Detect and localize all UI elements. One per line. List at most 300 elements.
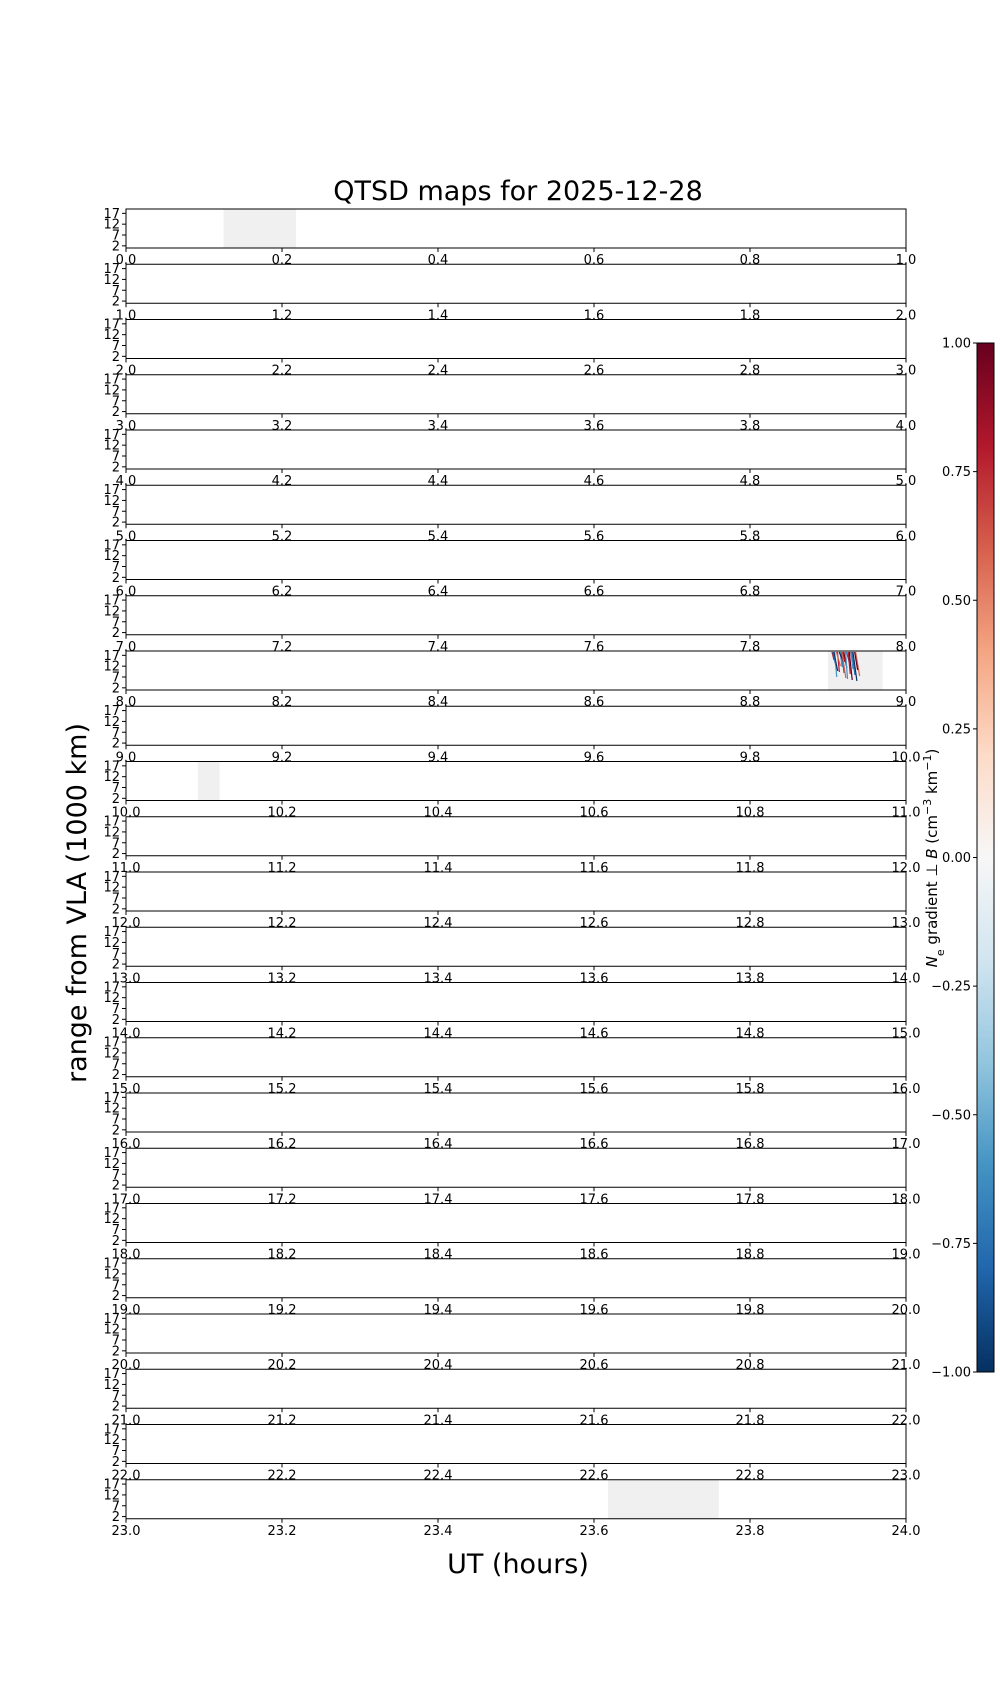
x-tick-label: 13.8 [735, 971, 765, 987]
y-tick-label: 12 [103, 1267, 120, 1283]
y-axis-label: range from VLA (1000 km) [62, 723, 93, 1083]
y-tick-label: 7 [111, 1112, 120, 1128]
panel-14 [103, 980, 920, 1041]
x-tick-label: 21.2 [267, 1413, 297, 1429]
panel-stack [103, 207, 920, 1539]
x-tick-label: 11.6 [579, 860, 609, 876]
panel-8 [103, 649, 916, 710]
x-tick-label: 12.6 [579, 916, 609, 931]
x-tick-label: 16.2 [267, 1137, 297, 1152]
panel-9 [103, 704, 920, 765]
panel-10 [103, 759, 920, 820]
x-tick-label: 21.6 [579, 1413, 609, 1429]
x-tick-label: 0.8 [739, 253, 761, 268]
data-span-0 [224, 209, 297, 248]
x-tick-label: 7.2 [271, 639, 293, 655]
panel-23 [103, 1478, 920, 1539]
y-tick-label: 12 [103, 1433, 120, 1449]
y-tick-label: 7 [111, 1057, 120, 1073]
panel-frame [126, 430, 906, 469]
panel-frame [126, 762, 906, 801]
y-tick-label: 7 [111, 1444, 120, 1459]
y-tick-label: 2 [111, 626, 120, 642]
panel-frame [126, 1425, 906, 1464]
y-tick-label: 7 [111, 670, 120, 686]
y-tick-label: 2 [111, 847, 120, 863]
panel-frame [126, 320, 906, 359]
panel-frame [126, 651, 906, 690]
panel-frame [126, 1259, 906, 1298]
y-tick-label: 17 [103, 483, 120, 499]
y-tick-label: 2 [111, 736, 120, 752]
y-tick-label: 17 [103, 980, 120, 996]
x-tick-label: 18.0 [111, 1247, 141, 1263]
colorbar-tick-label: 0.00 [942, 851, 971, 866]
x-tick-label: 11.0 [111, 860, 141, 876]
x-tick-label: 7.0 [115, 639, 137, 655]
x-tick-label: 14.6 [579, 1026, 609, 1042]
y-tick-label: 2 [111, 1399, 120, 1415]
x-tick-label: 20.8 [735, 1358, 765, 1373]
x-tick-label: 21.4 [423, 1413, 453, 1429]
panel-frame [126, 983, 906, 1022]
x-tick-label: 6.6 [583, 584, 605, 600]
y-tick-label: 7 [111, 781, 120, 796]
panel-1 [103, 262, 916, 323]
x-tick-label: 15.4 [423, 1081, 453, 1097]
panel-frame [126, 1148, 906, 1187]
y-tick-label: 12 [103, 328, 120, 344]
y-tick-label: 17 [103, 538, 120, 554]
y-tick-label: 2 [111, 294, 120, 310]
x-tick-label: 2.4 [427, 363, 449, 379]
y-tick-label: 12 [103, 770, 120, 786]
panel-frame [126, 596, 906, 635]
x-tick-label: 20.4 [423, 1358, 453, 1373]
x-tick-label: 6.0 [115, 584, 137, 600]
y-tick-label: 7 [111, 946, 120, 962]
y-tick-label: 12 [103, 935, 120, 951]
x-tick-label: 7.6 [583, 639, 605, 655]
colorbar-tick-label: 0.50 [942, 593, 971, 609]
y-tick-label: 7 [111, 228, 120, 244]
y-tick-label: 2 [111, 1344, 120, 1360]
x-tick-label: 1.0 [895, 253, 917, 268]
x-tick-label: 8.8 [739, 695, 761, 710]
y-tick-label: 17 [103, 1256, 120, 1272]
x-tick-label: 5.0 [115, 529, 137, 545]
y-tick-label: 17 [103, 925, 120, 941]
y-tick-label: 17 [103, 814, 120, 830]
x-tick-label: 16.4 [423, 1137, 453, 1152]
y-tick-label: 17 [103, 372, 120, 388]
y-tick-label: 7 [111, 615, 120, 631]
panel-12 [103, 870, 920, 931]
x-tick-label: 19.8 [735, 1302, 765, 1318]
x-tick-label: 5.0 [895, 474, 917, 489]
x-tick-label: 10.0 [111, 805, 141, 821]
x-tick-label: 14.8 [735, 1026, 765, 1042]
x-tick-label: 4.4 [427, 474, 449, 489]
x-tick-label: 17.4 [423, 1192, 453, 1208]
panel-20 [103, 1312, 920, 1373]
x-tick-label: 12.8 [735, 916, 765, 931]
x-tick-label: 14.4 [423, 1026, 453, 1042]
panel-frame [126, 817, 906, 856]
x-tick-label: 23.8 [735, 1523, 765, 1539]
x-tick-label: 1.6 [583, 308, 605, 324]
y-tick-label: 7 [111, 560, 120, 575]
panel-0 [103, 207, 916, 268]
y-tick-label: 17 [103, 1422, 120, 1438]
y-tick-label: 12 [103, 1488, 120, 1504]
panel-7 [103, 594, 916, 655]
y-tick-label: 12 [103, 217, 120, 233]
x-tick-label: 16.0 [111, 1137, 141, 1152]
panel-21 [103, 1367, 920, 1428]
y-tick-label: 2 [111, 1289, 120, 1305]
colorbar-tick-label: 1.00 [942, 336, 971, 352]
x-tick-label: 9.4 [427, 750, 449, 766]
x-tick-label: 23.0 [891, 1468, 921, 1484]
y-tick-label: 2 [111, 1454, 120, 1470]
y-tick-label: 12 [103, 1046, 120, 1062]
y-tick-label: 2 [111, 239, 120, 255]
x-tick-label: 0.0 [115, 253, 137, 268]
x-tick-label: 19.2 [267, 1302, 297, 1318]
x-tick-label: 18.2 [267, 1247, 297, 1263]
x-tick-label: 15.2 [267, 1081, 297, 1097]
panel-22 [103, 1422, 920, 1483]
y-tick-label: 2 [111, 791, 120, 807]
y-tick-label: 17 [103, 1477, 120, 1493]
x-tick-label: 9.0 [115, 750, 137, 766]
x-tick-label: 24.0 [891, 1523, 921, 1539]
x-tick-label: 18.4 [423, 1247, 453, 1263]
y-tick-label: 12 [103, 880, 120, 896]
x-tick-label: 17.0 [111, 1192, 141, 1208]
x-tick-label: 8.4 [427, 695, 449, 710]
y-tick-label: 7 [111, 339, 120, 354]
x-tick-label: 1.8 [739, 308, 761, 324]
x-tick-label: 15.0 [111, 1081, 141, 1097]
x-tick-label: 17.8 [735, 1192, 765, 1208]
panel-15 [103, 1036, 920, 1097]
y-tick-label: 17 [103, 1201, 120, 1217]
y-tick-label: 7 [111, 1333, 120, 1349]
y-tick-label: 12 [103, 383, 120, 399]
colorbar-label: $N_e$ gradient ⊥ B ($cm^{-3}$ $km^{-1}$) [920, 748, 947, 968]
x-tick-label: 1.0 [115, 308, 137, 324]
x-tick-label: 20.6 [579, 1358, 609, 1373]
x-tick-label: 4.0 [115, 474, 137, 489]
x-tick-label: 3.4 [427, 418, 449, 434]
colorbar-scale [977, 343, 994, 1372]
panel-frame [126, 927, 906, 966]
x-tick-label: 2.0 [115, 363, 137, 379]
y-tick-label: 2 [111, 349, 120, 365]
x-tick-label: 17.2 [267, 1192, 297, 1208]
panel-4 [103, 428, 916, 489]
x-tick-label: 4.6 [583, 474, 605, 489]
x-tick-label: 11.0 [891, 805, 921, 821]
x-tick-label: 17.6 [579, 1192, 609, 1208]
y-tick-label: 17 [103, 1090, 120, 1106]
panel-frame [126, 1314, 906, 1353]
y-tick-label: 7 [111, 1167, 120, 1183]
x-axis-label: UT (hours) [447, 1549, 589, 1580]
y-tick-label: 17 [103, 1146, 120, 1162]
x-tick-label: 13.4 [423, 971, 453, 987]
x-tick-label: 7.0 [895, 584, 917, 600]
x-tick-label: 4.2 [271, 474, 293, 489]
x-tick-label: 23.0 [111, 1523, 141, 1539]
x-tick-label: 19.0 [891, 1247, 921, 1263]
x-tick-label: 5.2 [271, 529, 293, 545]
colorbar-tick-label: −0.75 [931, 1236, 971, 1252]
x-tick-label: 9.0 [895, 695, 917, 710]
y-tick-label: 12 [103, 1377, 120, 1393]
y-tick-label: 17 [103, 1035, 120, 1051]
x-tick-label: 16.0 [891, 1081, 921, 1097]
x-tick-label: 1.4 [427, 308, 449, 324]
y-tick-label: 12 [103, 438, 120, 454]
x-tick-label: 4.0 [895, 418, 917, 434]
x-tick-label: 14.0 [891, 971, 921, 987]
x-tick-label: 10.0 [891, 750, 921, 766]
x-tick-label: 22.8 [735, 1468, 765, 1484]
panel-frame [126, 1204, 906, 1243]
y-tick-label: 2 [111, 681, 120, 697]
colorbar-tick-label: 0.75 [942, 465, 971, 481]
x-tick-label: 4.8 [739, 474, 761, 489]
y-tick-label: 17 [103, 869, 120, 885]
x-tick-label: 22.0 [111, 1468, 141, 1484]
x-tick-label: 3.2 [271, 418, 293, 434]
y-tick-label: 7 [111, 394, 120, 410]
y-tick-label: 12 [103, 825, 120, 841]
x-tick-label: 22.6 [579, 1468, 609, 1484]
panel-19 [103, 1257, 920, 1318]
x-tick-label: 7.8 [739, 639, 761, 655]
x-tick-label: 3.0 [895, 363, 917, 379]
y-tick-label: 2 [111, 1123, 120, 1139]
y-tick-label: 7 [111, 836, 120, 852]
y-tick-label: 12 [103, 1212, 120, 1228]
x-tick-label: 3.0 [115, 418, 137, 434]
x-tick-label: 20.0 [111, 1358, 141, 1373]
x-tick-label: 12.4 [423, 916, 453, 931]
x-tick-label: 16.8 [735, 1137, 765, 1152]
x-tick-label: 9.6 [583, 750, 605, 766]
y-tick-label: 2 [111, 570, 120, 586]
panel-frame [126, 541, 906, 580]
y-tick-label: 2 [111, 460, 120, 476]
panel-frame [126, 1480, 906, 1519]
y-tick-label: 2 [111, 1510, 120, 1526]
panel-frame [126, 1038, 906, 1077]
x-tick-label: 19.6 [579, 1302, 609, 1318]
x-tick-label: 10.6 [579, 805, 609, 821]
panel-17 [103, 1146, 920, 1207]
y-tick-label: 12 [103, 272, 120, 288]
panel-frame [126, 1093, 906, 1132]
colorbar-tick-label: −1.00 [931, 1365, 971, 1381]
x-tick-label: 22.4 [423, 1468, 453, 1484]
y-tick-label: 12 [103, 659, 120, 675]
data-span-0 [198, 762, 220, 801]
x-tick-label: 13.6 [579, 971, 609, 987]
x-tick-label: 1.2 [271, 308, 293, 324]
x-tick-label: 2.2 [271, 363, 293, 379]
x-tick-label: 13.2 [267, 971, 297, 987]
colorbar-tick-label: 0.25 [942, 722, 971, 738]
chart-title: QTSD maps for 2025-12-28 [333, 176, 703, 207]
x-tick-label: 11.8 [735, 860, 765, 876]
panel-5 [103, 483, 916, 544]
x-tick-label: 11.4 [423, 860, 453, 876]
x-tick-label: 22.2 [267, 1468, 297, 1484]
x-tick-label: 11.2 [267, 860, 297, 876]
x-tick-label: 14.0 [111, 1026, 141, 1042]
y-tick-label: 17 [103, 704, 120, 720]
y-tick-label: 7 [111, 1002, 120, 1017]
panel-18 [103, 1201, 920, 1262]
panel-frame [126, 706, 906, 745]
y-tick-label: 7 [111, 283, 120, 299]
y-tick-label: 7 [111, 1388, 120, 1404]
y-tick-label: 2 [111, 405, 120, 421]
y-tick-label: 2 [111, 1178, 120, 1194]
x-tick-label: 21.0 [891, 1358, 921, 1373]
x-tick-label: 6.2 [271, 584, 293, 600]
x-tick-label: 21.8 [735, 1413, 765, 1429]
x-tick-label: 5.4 [427, 529, 449, 545]
panel-frame [126, 485, 906, 524]
colorbar-tick-label: −0.50 [931, 1108, 971, 1124]
x-tick-label: 15.0 [891, 1026, 921, 1042]
y-tick-label: 12 [103, 1156, 120, 1172]
x-tick-label: 20.0 [891, 1302, 921, 1318]
x-tick-label: 3.8 [739, 418, 761, 434]
y-tick-label: 12 [103, 493, 120, 509]
x-tick-label: 8.0 [115, 695, 137, 710]
x-tick-label: 10.8 [735, 805, 765, 821]
x-tick-label: 13.0 [891, 916, 921, 931]
x-tick-label: 21.0 [111, 1413, 141, 1429]
x-tick-label: 22.0 [891, 1413, 921, 1429]
y-tick-label: 17 [103, 1367, 120, 1383]
y-tick-label: 17 [103, 759, 120, 775]
x-tick-label: 12.0 [111, 916, 141, 931]
y-tick-label: 12 [103, 1101, 120, 1117]
y-tick-label: 17 [103, 593, 120, 609]
y-tick-label: 17 [103, 648, 120, 664]
y-tick-label: 7 [111, 1223, 120, 1238]
panel-13 [103, 925, 920, 986]
x-tick-label: 6.0 [895, 529, 917, 545]
x-tick-label: 16.6 [579, 1137, 609, 1152]
x-tick-label: 0.2 [271, 253, 293, 268]
x-tick-label: 19.4 [423, 1302, 453, 1318]
x-tick-label: 12.0 [891, 860, 921, 876]
panel-3 [103, 373, 916, 434]
x-tick-label: 23.4 [423, 1523, 453, 1539]
colorbar [921, 337, 995, 1381]
y-tick-label: 7 [111, 725, 120, 741]
x-tick-label: 15.8 [735, 1081, 765, 1097]
y-tick-label: 7 [111, 1499, 120, 1515]
x-tick-label: 8.6 [583, 695, 605, 710]
x-tick-label: 14.2 [267, 1026, 297, 1042]
x-tick-label: 23.2 [267, 1523, 297, 1539]
x-tick-label: 5.6 [583, 529, 605, 545]
y-tick-label: 7 [111, 504, 120, 520]
x-tick-label: 2.8 [739, 363, 761, 379]
panel-16 [103, 1091, 920, 1152]
y-tick-label: 2 [111, 957, 120, 973]
x-tick-label: 9.2 [271, 750, 293, 766]
x-tick-label: 6.8 [739, 584, 761, 600]
y-tick-label: 12 [103, 714, 120, 730]
x-tick-label: 15.6 [579, 1081, 609, 1097]
x-tick-label: 20.2 [267, 1358, 297, 1373]
data-span-0 [608, 1480, 719, 1519]
x-tick-label: 18.0 [891, 1192, 921, 1208]
y-tick-label: 7 [111, 449, 120, 465]
x-tick-label: 0.4 [427, 253, 449, 268]
x-tick-label: 7.4 [427, 639, 449, 655]
panel-2 [103, 317, 916, 378]
x-tick-label: 18.8 [735, 1247, 765, 1263]
y-tick-label: 2 [111, 1012, 120, 1028]
x-tick-label: 17.0 [891, 1137, 921, 1152]
y-tick-label: 2 [111, 1233, 120, 1249]
x-tick-label: 6.4 [427, 584, 449, 600]
y-tick-label: 17 [103, 262, 120, 278]
x-tick-label: 23.6 [579, 1523, 609, 1539]
x-tick-label: 3.6 [583, 418, 605, 434]
colorbar-tick-label: −0.25 [931, 979, 971, 995]
x-tick-label: 8.2 [271, 695, 293, 710]
panel-frame [126, 1369, 906, 1408]
x-tick-label: 5.8 [739, 529, 761, 545]
x-tick-label: 12.2 [267, 916, 297, 931]
x-tick-label: 9.8 [739, 750, 761, 766]
x-tick-label: 10.4 [423, 805, 453, 821]
x-tick-label: 2.6 [583, 363, 605, 379]
panel-6 [103, 538, 916, 599]
x-tick-label: 10.2 [267, 805, 297, 821]
y-tick-label: 12 [103, 549, 120, 565]
y-tick-label: 12 [103, 604, 120, 620]
y-tick-label: 12 [103, 1322, 120, 1338]
y-tick-label: 17 [103, 206, 120, 222]
x-tick-label: 18.6 [579, 1247, 609, 1263]
y-tick-label: 2 [111, 902, 120, 918]
x-tick-label: 2.0 [895, 308, 917, 324]
y-tick-label: 12 [103, 991, 120, 1007]
y-tick-label: 2 [111, 1068, 120, 1084]
y-tick-label: 17 [103, 427, 120, 443]
y-tick-label: 17 [103, 1311, 120, 1327]
x-tick-label: 19.0 [111, 1302, 141, 1318]
y-tick-label: 7 [111, 891, 120, 907]
y-tick-label: 7 [111, 1278, 120, 1294]
panel-frame [126, 264, 906, 303]
panel-frame [126, 375, 906, 414]
x-tick-label: 13.0 [111, 971, 141, 987]
